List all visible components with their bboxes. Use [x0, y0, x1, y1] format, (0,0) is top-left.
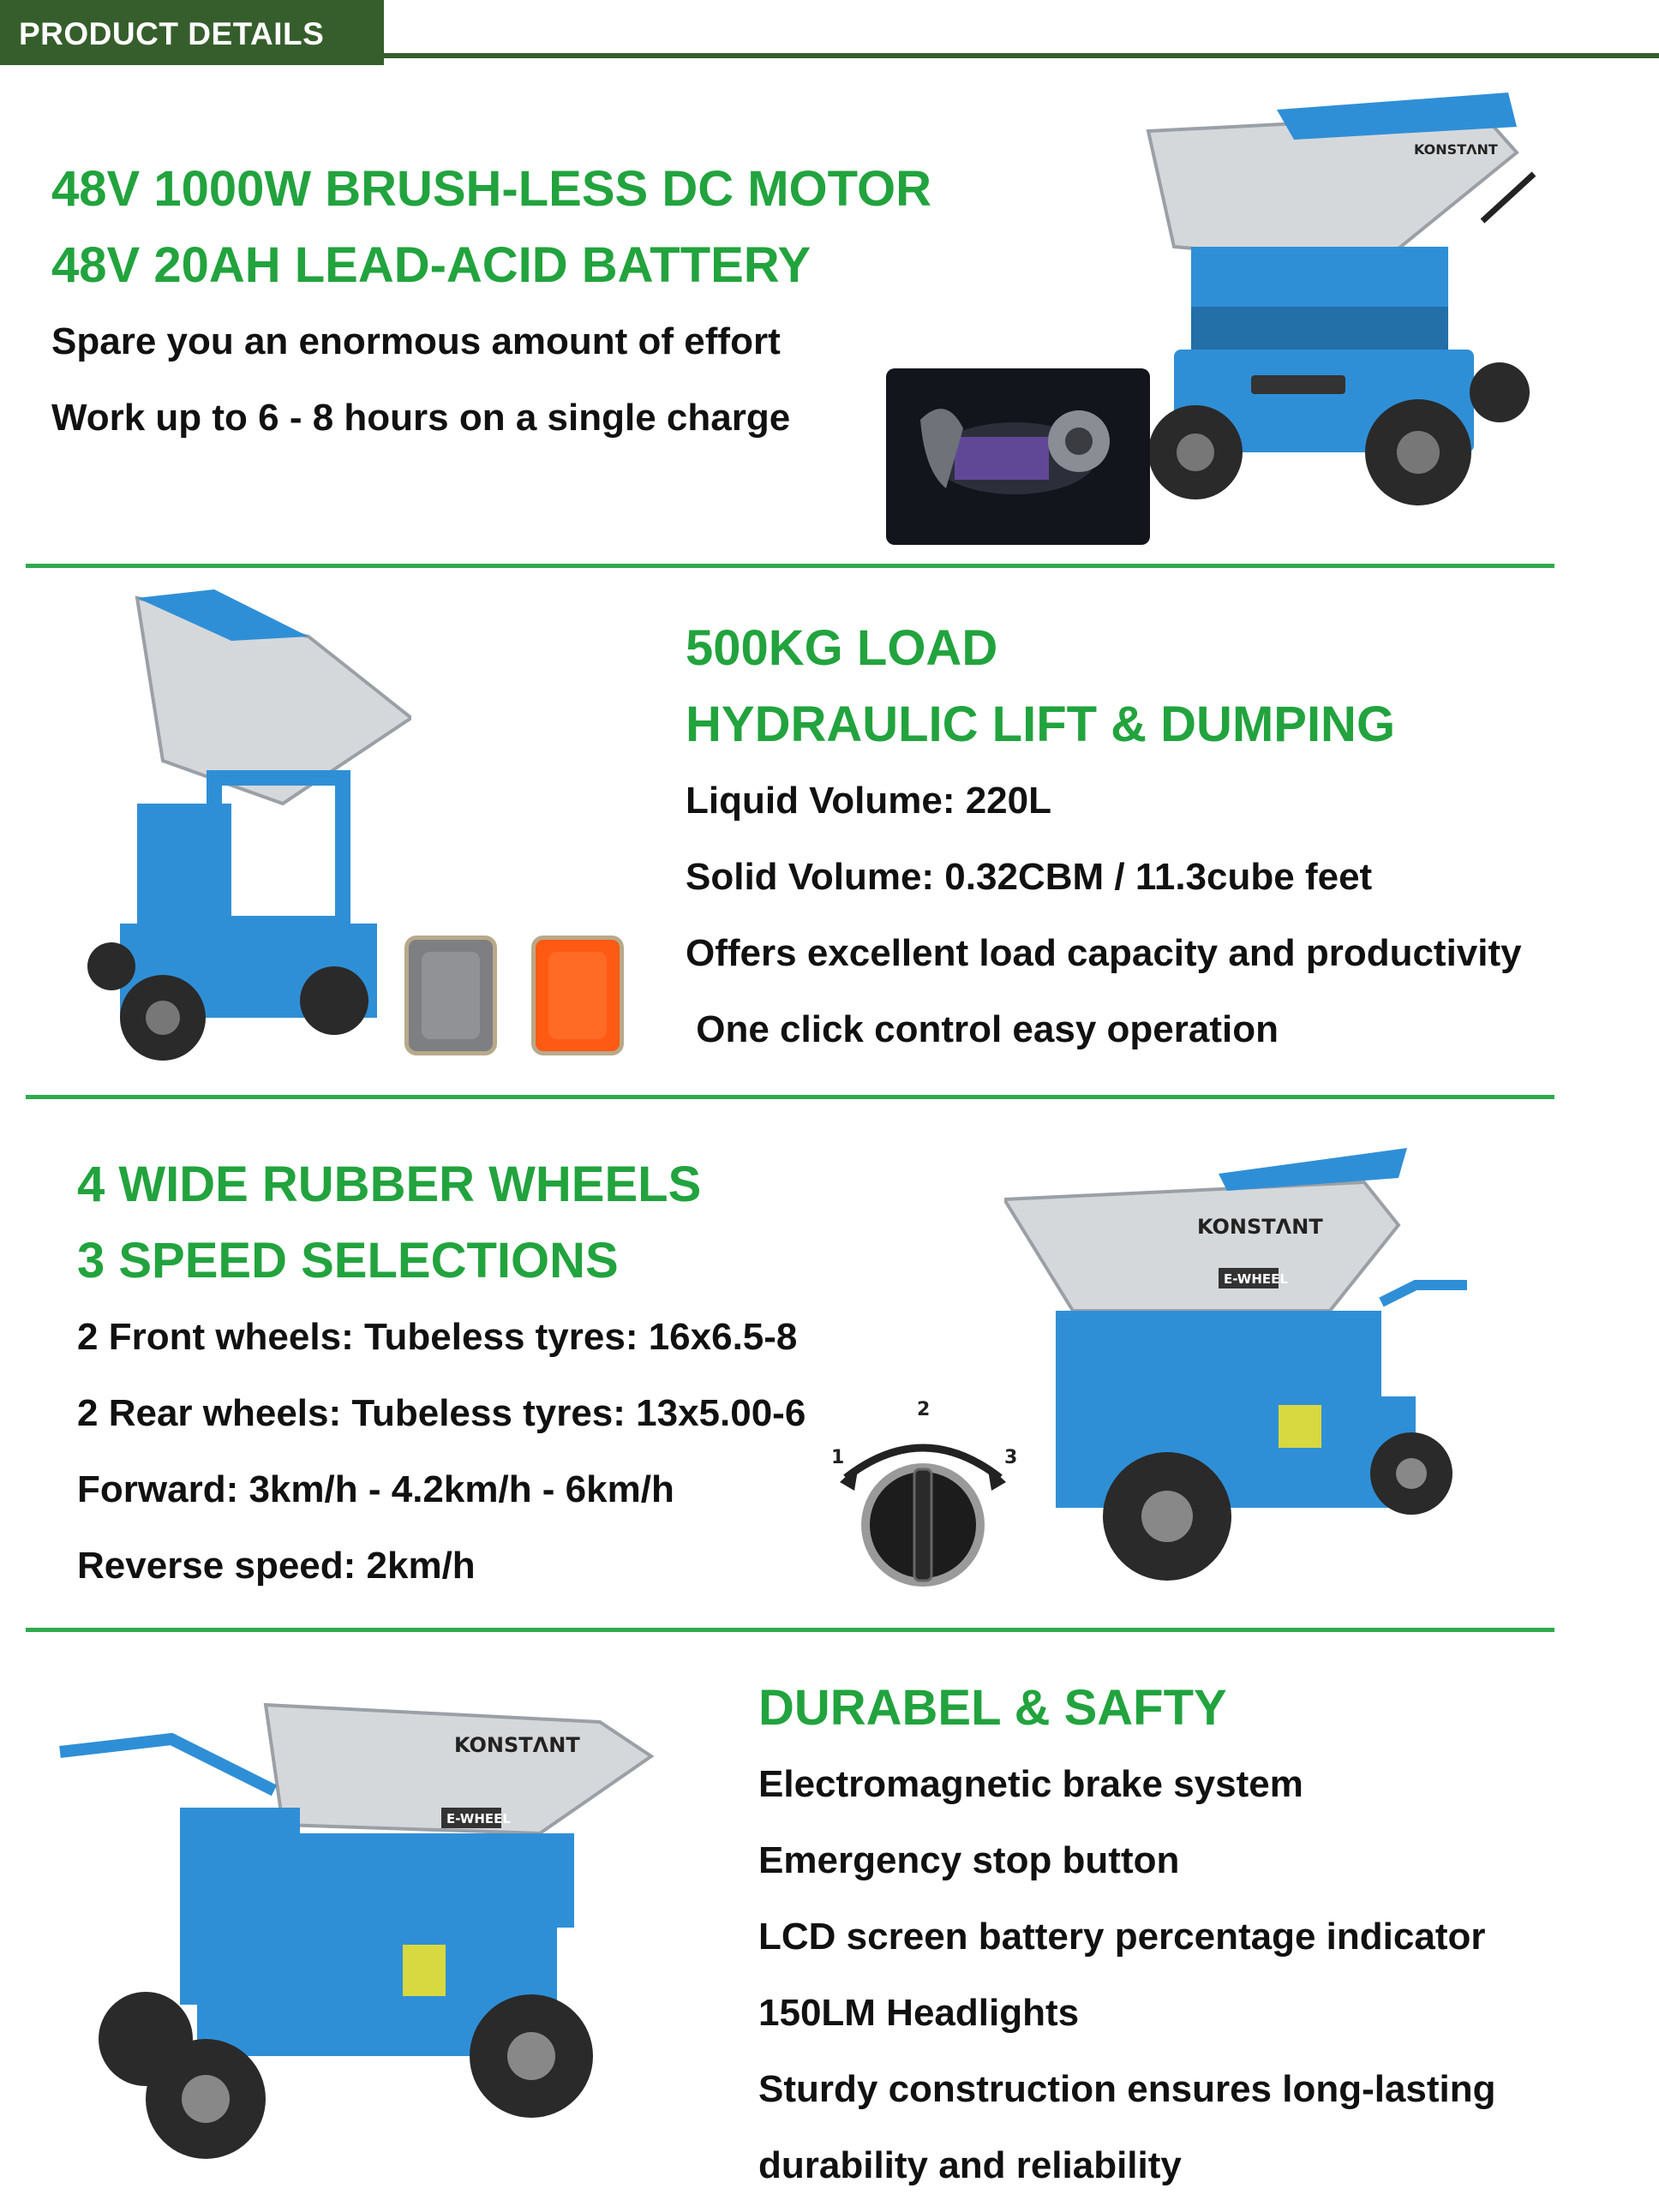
switch-grey-icon: [404, 936, 497, 1055]
feature-line: 150LM Headlights: [758, 1992, 1080, 2034]
feature-line: Emergency stop button: [758, 1839, 1180, 1881]
heading-load: 500KG LOAD: [686, 620, 998, 676]
feature-line: Spare you an enormous amount of effort: [51, 320, 781, 362]
heading-speed: 3 SPEED SELECTIONS: [77, 1233, 619, 1288]
logo-text: KONSTΛNT: [1414, 141, 1498, 158]
heading-safety: DURABEL & SAFTY: [758, 1680, 1227, 1736]
logo-text: KONSTΛNT: [1197, 1215, 1323, 1239]
feature-line: Forward: 3km/h - 4.2km/h - 6km/h: [77, 1468, 674, 1510]
feature-line: Sturdy construction ensures long-lasting: [758, 2068, 1496, 2110]
feature-line: durability and reliability: [758, 2144, 1182, 2186]
heading-battery: 48V 20AH LEAD-ACID BATTERY: [51, 237, 812, 293]
feature-line: Liquid Volume: 220L: [686, 780, 1052, 822]
section-motor-text: [51, 151, 931, 456]
heading-wheels: 4 WIDE RUBBER WHEELS: [77, 1157, 702, 1212]
feature-line: Solid Volume: 0.32CBM / 11.3cube feet: [686, 856, 1373, 898]
badge-text: E-WHEEL: [446, 1811, 511, 1826]
product-image-cart-front: [1123, 93, 1551, 512]
feature-line: Electromagnetic brake system: [758, 1763, 1303, 1805]
dial-label-3: 3: [1004, 1447, 1018, 1468]
section-divider: [26, 1628, 1554, 1632]
section-safety-text: [758, 1670, 1496, 2203]
logo-text: KONSTΛNT: [454, 1733, 580, 1757]
dial-label-2: 2: [917, 1399, 931, 1420]
badge-text: E-WHEEL: [1224, 1271, 1288, 1287]
feature-line: 2 Rear wheels: Tubeless tyres: 13x5.00-6: [77, 1392, 806, 1434]
product-image-cart-angle: [51, 1688, 668, 2167]
product-image-cart-lifted: [86, 589, 411, 1086]
section-tab: PRODUCT DETAILS: [0, 0, 384, 65]
dial-label-1: 1: [831, 1447, 845, 1468]
feature-line: Offers excellent load capacity and productivity: [686, 932, 1522, 974]
feature-line: Work up to 6 - 8 hours on a single charge: [51, 397, 791, 439]
speed-dial-icon: [824, 1396, 1021, 1593]
feature-line: 2 Front wheels: Tubeless tyres: 16x6.5-8: [77, 1316, 798, 1358]
heading-hydraulic: HYDRAULIC LIFT & DUMPING: [686, 696, 1396, 752]
motor-cutaway-image: [886, 368, 1150, 545]
section-divider: [26, 564, 1554, 568]
product-image-cart-side: [1004, 1148, 1518, 1585]
header-rule: [384, 53, 1659, 58]
heading-motor: 48V 1000W BRUSH-LESS DC MOTOR: [51, 161, 932, 217]
feature-line: Reverse speed: 2km/h: [77, 1545, 476, 1587]
feature-line: One click control easy operation: [686, 1008, 1279, 1050]
section-wheels-text: [77, 1146, 806, 1604]
section-load-text: [686, 610, 1522, 1067]
feature-line: LCD screen battery percentage indicator: [758, 1916, 1486, 1958]
switch-orange-icon: [531, 936, 624, 1055]
section-divider: [26, 1095, 1554, 1099]
